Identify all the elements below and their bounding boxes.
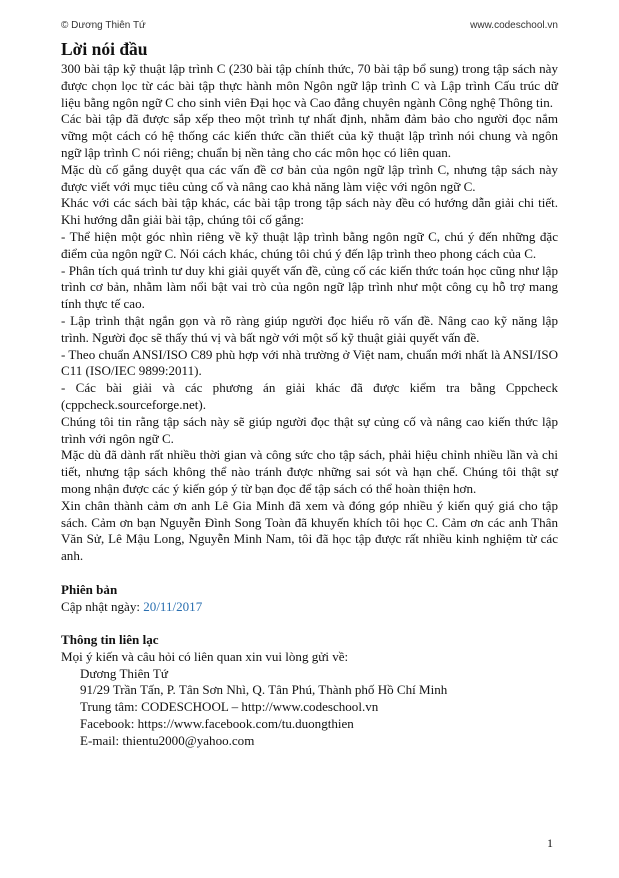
list-item: - Theo chuẩn ANSI/ISO C89 phù hợp với nhà trường ở Việt nam, chuẩn mới nhất là ANSI/ISO C11 (ISO/IEC 9899:2011). — [61, 346, 558, 379]
paragraph-goal: Mặc dù cố gắng duyệt qua các vấn đề cơ bản của ngôn ngữ lập trình C, nhưng tập sách này được viết với mục tiêu củng cố và nâng cao khả năng làm việc với ngôn ngữ C. — [61, 161, 558, 194]
version-heading: Phiên bản — [61, 581, 118, 597]
paragraph-thanks: Xin chân thành cảm ơn anh Lê Gia Minh đã xem và đóng góp nhiều ý kiến quý giá cho tập sách. Cảm ơn bạn Nguyễn Đình Song Toàn đã khuyến khích tôi học C. Cảm ơn các anh Thân Văn Sử, Lê Mậu Long, Nguyễn Minh Nam, tôi đã học tập được rất nhiều kinh nghiệm từ các anh. — [61, 497, 558, 564]
contact-address: 91/29 Trần Tấn, P. Tân Sơn Nhì, Q. Tân Phú, Thành phố Hồ Chí Minh — [80, 682, 448, 698]
header-copyright: © Dương Thiên Tứ — [61, 20, 146, 31]
paragraph-apology: Mặc dù đã dành rất nhiều thời gian và công sức cho tập sách, phải hiệu chỉnh nhiều lần và chi tiết, nhưng tập sách không thể nào tránh được những sai sót và hạn chế. Chúng tôi thật sự mong nhận được các ý kiến góp ý từ bạn đọc để tập sách có thể hoàn thiện hơn. — [61, 447, 558, 496]
header-website: www.codeschool.vn — [470, 20, 558, 31]
version-label: Cập nhật ngày: — [61, 598, 140, 614]
page-number: 1 — [547, 836, 553, 850]
page-content — [61, 38, 558, 750]
list-item: - Các bài giải và các phương án giải khác đã được kiểm tra bằng Cppcheck (cppcheck.sourceforge.net). — [61, 380, 558, 412]
list-item: - Thể hiện một góc nhìn riêng về kỹ thuật lập trình bằng ngôn ngữ C, chú ý đến những đặc điểm của ngôn ngữ C. Nói cách khác, chúng tôi chú ý đến lập trình theo phong cách của C. — [61, 228, 558, 261]
version-date: 20/11/2017 — [143, 598, 203, 614]
paragraph-belief: Chúng tôi tin rằng tập sách này sẽ giúp người đọc thật sự củng cố và nâng cao kiến thức lập trình với ngôn ngữ C. — [61, 413, 558, 446]
version-line — [61, 599, 558, 616]
list-item: - Lập trình thật ngắn gọn và rõ ràng giúp người đọc hiểu rõ vấn đề. Nâng cao kỹ năng lập trình. Người đọc sẽ thấy thú vị và bất ngờ với một số kỹ thuật giải quyết vấn đề. — [61, 312, 558, 345]
contact-heading: Thông tin liên lạc — [61, 632, 159, 648]
paragraph-order: Các bài tập đã được sắp xếp theo một trình tự nhất định, nhằm đảm bảo cho người đọc nắm vững một cách có hệ thống các kiến thức cần thiết của kỹ thuật lập trình nói chung và ngôn ngữ lập trình C nói riêng; chuẩn bị nền tảng cho các môn học có liên quan. — [61, 111, 558, 160]
contact-center: Trung tâm: CODESCHOOL – http://www.codeschool.vn — [80, 699, 379, 715]
page-header — [61, 20, 558, 34]
paragraph-guide: Khác với các sách bài tập khác, các bài tập trong tập sách này đều có hướng dẫn giải chi tiết. Khi hướng dẫn giải bài tập, chúng tôi cố gắng: — [61, 195, 558, 228]
contact-facebook: Facebook: https://www.facebook.com/tu.duongthien — [80, 716, 354, 732]
list-item: - Phân tích quá trình tư duy khi giải quyết vấn đề, củng cố các kiến thức toán học cũng như lập trình cơ bản, nhằm làm nổi bật vai trò của ngôn ngữ lập trình như một công cụ hỗ trợ mang tính thực tế cao. — [61, 262, 558, 312]
page-title: Lời nói đầu — [61, 39, 148, 59]
contact-author: Dương Thiên Tứ — [80, 665, 168, 681]
contact-intro: Mọi ý kiến và câu hỏi có liên quan xin vui lòng gửi về: — [61, 648, 349, 664]
contact-email: E-mail: thientu2000@yahoo.com — [80, 732, 255, 748]
paragraph-intro: 300 bài tập kỹ thuật lập trình C (230 bài tập chính thức, 70 bài tập bổ sung) trong tập sách này được chọn lọc từ các bài tập thực hành môn Ngôn ngữ lập trình C và Lập trình Cấu trúc dữ liệu bằng ngôn ngữ C cho sinh viên Đại học và Cao đẳng chuyên ngành Công nghệ Thông tin. — [61, 61, 558, 110]
